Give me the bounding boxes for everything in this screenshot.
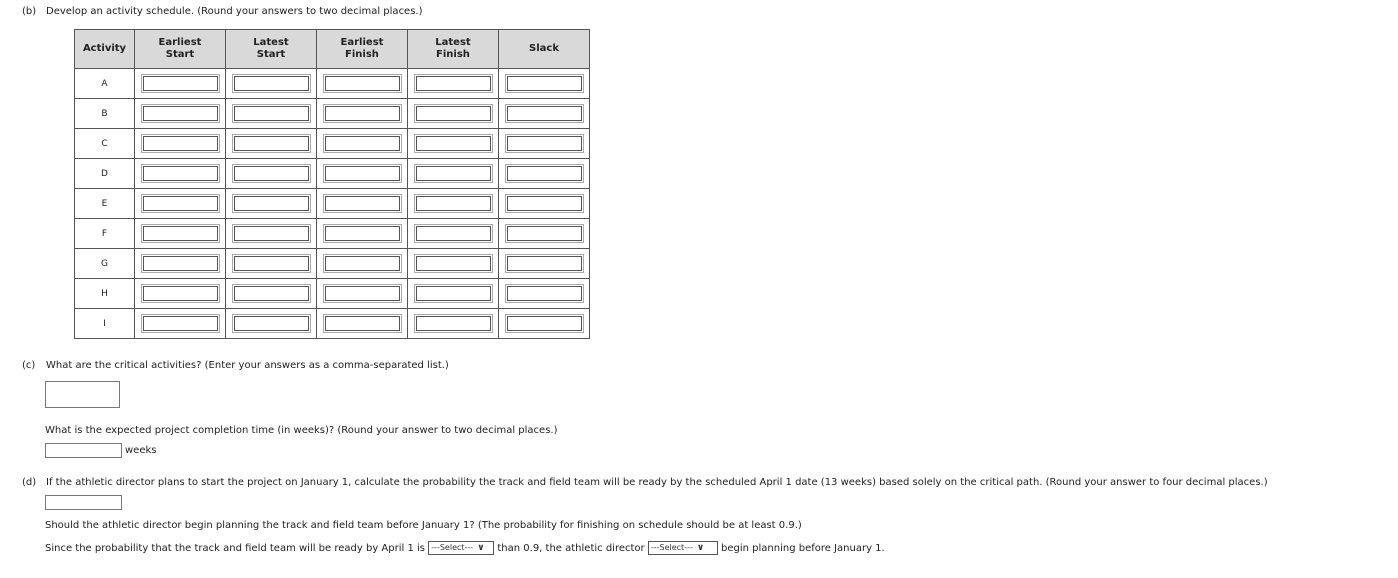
table-cell [135, 129, 226, 159]
part-c-label: (c) [22, 360, 36, 371]
table-cell [499, 159, 590, 189]
slack-input[interactable] [507, 196, 582, 211]
latest-start-input[interactable] [234, 106, 309, 121]
earliest-start-input[interactable] [143, 136, 218, 151]
table-cell [499, 99, 590, 129]
decision-select[interactable] [648, 541, 718, 555]
header-earliest-finish: Earliest Finish [317, 30, 408, 69]
earliest-finish-input[interactable] [325, 106, 400, 121]
table-cell [499, 309, 590, 339]
latest-start-input[interactable] [234, 226, 309, 241]
decision-select-value: ---Select--- [650, 543, 693, 552]
latest-finish-input[interactable] [416, 166, 491, 181]
earliest-finish-input[interactable] [325, 226, 400, 241]
table-cell [317, 249, 408, 279]
earliest-start-input[interactable] [143, 256, 218, 271]
table-row [75, 99, 590, 129]
slack-input[interactable] [507, 106, 582, 121]
activity-label: C [75, 129, 135, 159]
latest-finish-input[interactable] [416, 106, 491, 121]
earliest-start-input[interactable] [143, 106, 218, 121]
latest-start-input[interactable] [234, 76, 309, 91]
activity-label: A [75, 69, 135, 99]
table-cell [499, 129, 590, 159]
part-c-text: What are the critical activities? (Enter your answers as a comma-separated list.) [46, 360, 449, 371]
slack-input[interactable] [507, 136, 582, 151]
latest-finish-input[interactable] [416, 136, 491, 151]
part-c-prompt [22, 360, 449, 371]
slack-input[interactable] [507, 316, 582, 331]
earliest-start-input[interactable] [143, 166, 218, 181]
activity-schedule-table [74, 29, 590, 339]
table-cell [317, 129, 408, 159]
slack-input[interactable] [507, 76, 582, 91]
table-cell [135, 279, 226, 309]
conclusion-text-2: than 0.9, the athletic director [497, 543, 645, 554]
latest-finish-input[interactable] [416, 256, 491, 271]
probability-input[interactable] [45, 495, 122, 510]
table-cell [226, 279, 317, 309]
conclusion-text-1: Since the probability that the track and field team will be ready by April 1 is [45, 543, 425, 554]
earliest-start-input[interactable] [143, 196, 218, 211]
planning-question: Should the athletic director begin planning the track and field team before January 1? (The probability for finishing on schedule should be at least 0.9.) [45, 520, 802, 531]
earliest-finish-input[interactable] [325, 136, 400, 151]
latest-finish-input[interactable] [416, 226, 491, 241]
part-d-text: If the athletic director plans to start the project on January 1, calculate the probability the track and field team will be ready by the scheduled April 1 date (13 weeks) based solely on the critical path. (Round your answer to four decimal places.) [46, 477, 1268, 488]
completion-time-input[interactable] [45, 443, 122, 458]
earliest-start-input[interactable] [143, 226, 218, 241]
comparison-select-value: ---Select--- [431, 543, 474, 552]
latest-start-input[interactable] [234, 136, 309, 151]
activity-label: F [75, 219, 135, 249]
activity-label: D [75, 159, 135, 189]
latest-finish-input[interactable] [416, 316, 491, 331]
critical-activities-input[interactable] [45, 381, 120, 408]
latest-start-input[interactable] [234, 256, 309, 271]
completion-time-prompt: What is the expected project completion time (in weeks)? (Round your answer to two decimal places.) [45, 425, 558, 436]
header-latest-start: Latest Start [226, 30, 317, 69]
table-row [75, 129, 590, 159]
slack-input[interactable] [507, 286, 582, 301]
weeks-unit-label: weeks [125, 445, 157, 456]
earliest-finish-input[interactable] [325, 256, 400, 271]
part-d-label: (d) [22, 477, 37, 488]
table-cell [135, 159, 226, 189]
table-cell [408, 99, 499, 129]
table-cell [226, 69, 317, 99]
table-row [75, 249, 590, 279]
table-cell [317, 69, 408, 99]
part-d-prompt [22, 477, 1268, 488]
table-cell [135, 99, 226, 129]
earliest-finish-input[interactable] [325, 196, 400, 211]
slack-input[interactable] [507, 166, 582, 181]
table-cell [226, 219, 317, 249]
table-cell [499, 279, 590, 309]
table-cell [408, 189, 499, 219]
latest-finish-input[interactable] [416, 286, 491, 301]
conclusion-sentence [45, 541, 885, 555]
table-cell [408, 309, 499, 339]
activity-label: H [75, 279, 135, 309]
table-row [75, 219, 590, 249]
conclusion-text-3: begin planning before January 1. [721, 543, 885, 554]
table-row [75, 309, 590, 339]
table-cell [408, 249, 499, 279]
table-row [75, 159, 590, 189]
activity-label: I [75, 309, 135, 339]
table-cell [226, 189, 317, 219]
slack-input[interactable] [507, 226, 582, 241]
part-b-label: (b) [22, 6, 37, 17]
latest-start-input[interactable] [234, 286, 309, 301]
table-cell [317, 279, 408, 309]
table-cell [499, 249, 590, 279]
table-cell [408, 279, 499, 309]
header-activity: Activity [75, 30, 135, 69]
table-cell [317, 189, 408, 219]
header-latest-finish: Latest Finish [408, 30, 499, 69]
table-row [75, 279, 590, 309]
table-cell [135, 69, 226, 99]
part-b-text: Develop an activity schedule. (Round your answers to two decimal places.) [46, 6, 423, 17]
part-b-prompt [22, 6, 423, 17]
comparison-select[interactable] [428, 541, 494, 555]
earliest-start-input[interactable] [143, 286, 218, 301]
earliest-finish-input[interactable] [325, 76, 400, 91]
earliest-start-input[interactable] [143, 76, 218, 91]
activity-label: B [75, 99, 135, 129]
table-row [75, 69, 590, 99]
table-cell [317, 309, 408, 339]
table-cell [499, 69, 590, 99]
table-cell [408, 219, 499, 249]
table-row [75, 189, 590, 219]
latest-finish-input[interactable] [416, 196, 491, 211]
table-cell [317, 159, 408, 189]
table-cell [135, 309, 226, 339]
latest-start-input[interactable] [234, 196, 309, 211]
table-cell [135, 249, 226, 279]
activity-label: E [75, 189, 135, 219]
table-cell [135, 189, 226, 219]
table-cell [317, 99, 408, 129]
earliest-finish-input[interactable] [325, 286, 400, 301]
table-cell [317, 219, 408, 249]
earliest-finish-input[interactable] [325, 166, 400, 181]
table-cell [408, 69, 499, 99]
table-cell [135, 219, 226, 249]
table-cell [226, 309, 317, 339]
activity-label: G [75, 249, 135, 279]
chevron-down-icon: ∨ [696, 543, 705, 553]
earliest-finish-input[interactable] [325, 316, 400, 331]
table-cell [226, 99, 317, 129]
latest-start-input[interactable] [234, 316, 309, 331]
header-earliest-start: Earliest Start [135, 30, 226, 69]
table-header-row [75, 30, 590, 69]
table-cell [408, 159, 499, 189]
table-cell [499, 189, 590, 219]
table-cell [499, 219, 590, 249]
table-cell [226, 129, 317, 159]
slack-input[interactable] [507, 256, 582, 271]
latest-finish-input[interactable] [416, 76, 491, 91]
table-cell [226, 249, 317, 279]
header-slack: Slack [499, 30, 590, 69]
latest-start-input[interactable] [234, 166, 309, 181]
earliest-start-input[interactable] [143, 316, 218, 331]
chevron-down-icon: ∨ [477, 543, 485, 553]
table-cell [226, 159, 317, 189]
table-cell [408, 129, 499, 159]
